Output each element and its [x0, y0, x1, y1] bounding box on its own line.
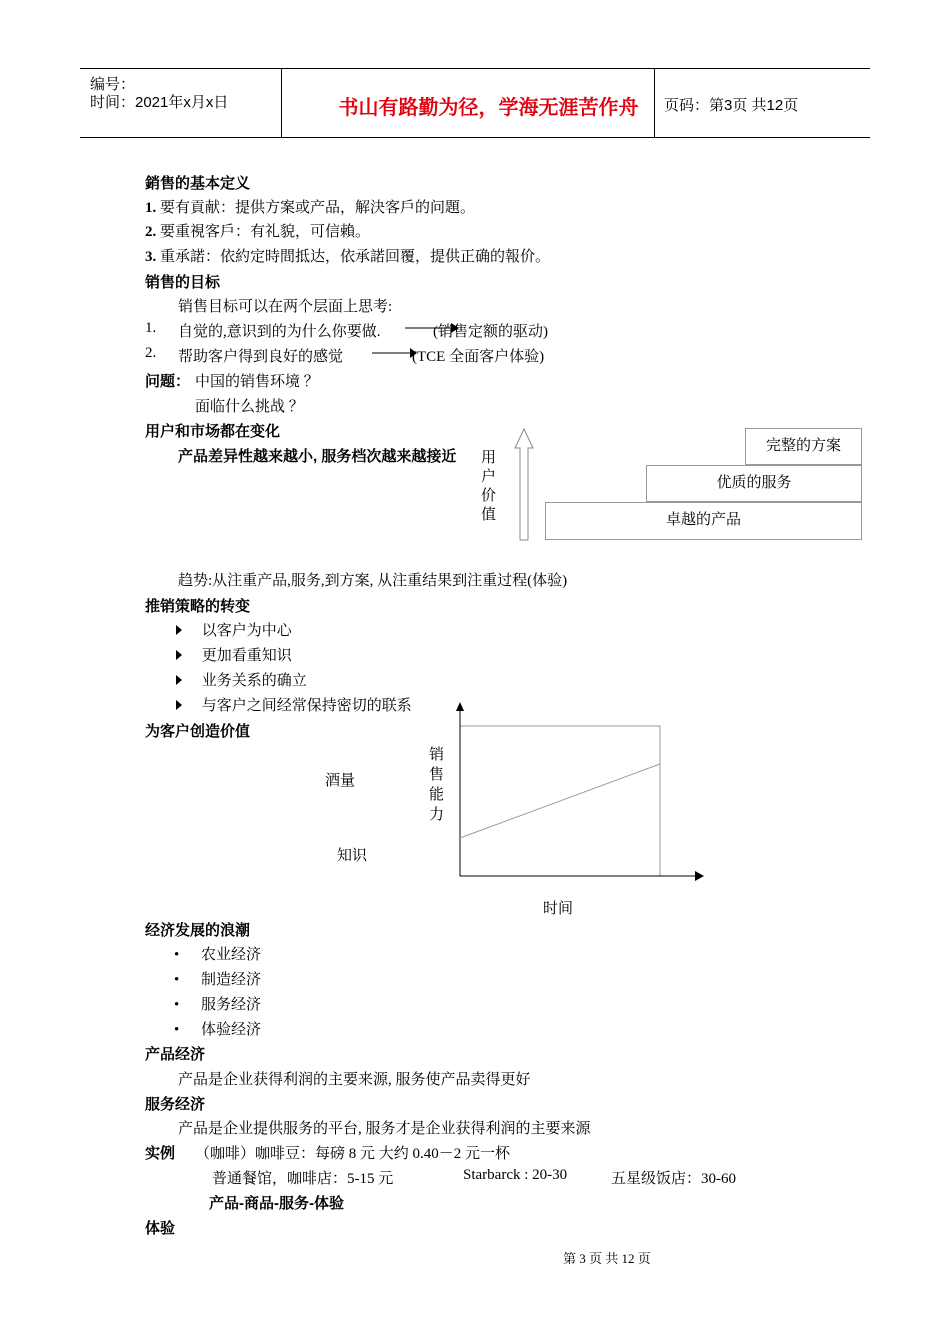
axis-char: 值 [481, 507, 497, 523]
dot-bullet-icon: • [174, 947, 180, 963]
sales-goal-intro: 销售目标可以在两个层面上思考: [178, 299, 393, 315]
section-title-experience: 体验 [145, 1220, 176, 1237]
dot-bullet-icon: • [174, 972, 180, 988]
economy-item [174, 968, 261, 989]
section-title-product-economy: 产品经济 [145, 1046, 206, 1063]
axis-char: 户 [481, 469, 497, 485]
strategy-item-text: 与客户之间经常保持密切的联系 [201, 698, 412, 714]
strategy-item-text: 业务关系的确立 [201, 673, 307, 689]
definition-item-number: 3. [145, 249, 157, 265]
economy-item-text: 农业经济 [201, 947, 262, 963]
economy-item-text: 服务经济 [201, 997, 262, 1013]
arrow-bullet-icon [176, 700, 182, 710]
label-knowledge: 知识 [337, 848, 368, 864]
strategy-item [176, 669, 307, 690]
section-title-service-economy: 服务经济 [145, 1096, 206, 1113]
example-label: 实例 [145, 1145, 176, 1162]
goal-item-1-note: (销售定额的驱动) [433, 324, 548, 340]
strategy-item [176, 694, 412, 715]
header-number-label: 编号： [90, 76, 136, 93]
definition-item-text: 重承諾：依約定時間抵达，依承諾回覆，提供正确的報价。 [160, 249, 551, 265]
section-title-create-value: 为客户创造价值 [145, 723, 251, 740]
section-title-market-change: 用户和市场都在变化 [145, 423, 281, 440]
strategy-item [176, 619, 292, 640]
header-time-label: 时间：2021年x月x日 [90, 94, 229, 111]
goal-item-1-text: 自觉的,意识到的为什么你要做. [178, 324, 381, 340]
example-line-2a: 普通餐馆，咖啡店：5-15 元 [212, 1171, 394, 1187]
goal-item-2-text: 帮助客户得到良好的感觉 [178, 349, 344, 365]
definition-item-number: 2. [145, 224, 157, 240]
time-axis-label: 时间 [543, 901, 574, 917]
trend-text: 趋势:从注重产品,服务,到方案, 从注重结果到注重过程(体验) [178, 573, 568, 589]
service-economy-text: 产品是企业提供服务的平台, 服务才是企业获得利润的主要来源 [178, 1121, 591, 1137]
question-line-2: 面临什么挑战 ？ [195, 399, 304, 415]
question-label: 问题： [145, 373, 191, 390]
step-complete-solution: 完整的方案 [745, 428, 862, 465]
axis-char: 售 [429, 767, 445, 783]
economy-item-text: 制造经济 [201, 972, 262, 988]
header-motto: 书山有路勤为径，学海无涯苦作舟 [338, 97, 639, 119]
question-line-1: 中国的销售环境 ？ [195, 374, 319, 390]
section-title-sales-goal: 销售的目标 [145, 274, 221, 291]
sales-ability-axis-label [429, 745, 445, 825]
definition-item-3 [145, 245, 550, 266]
goal-item-2-note: (TCE 全面客户体验) [412, 349, 545, 365]
example-line-2b: Starbarck : 20-30 [463, 1167, 568, 1183]
example-line-3: 产品-商品-服务-体验 [209, 1195, 344, 1212]
user-value-axis-label [481, 449, 497, 525]
step-quality-service: 优质的服务 [646, 465, 862, 502]
economy-item-text: 体验经济 [201, 1022, 262, 1038]
definition-item-number: 1. [145, 200, 157, 216]
header-page-label: 页码：第3页 共12页 [664, 97, 799, 114]
dot-bullet-icon: • [174, 997, 180, 1013]
axis-char: 销 [429, 747, 445, 763]
axis-char: 用 [481, 450, 497, 466]
section-title-economic-waves: 经济发展的浪潮 [145, 922, 251, 939]
header-divider-1 [281, 69, 282, 137]
definition-item-2 [145, 220, 370, 241]
y-axis-arrowhead [456, 702, 464, 711]
definition-item-text: 要重視客戶：有礼貌，可信賴。 [160, 224, 371, 240]
market-change-subtitle: 产品差异性越来越小, 服务档次越来越接近 [178, 448, 457, 465]
label-drinking-capacity: 酒量 [325, 773, 356, 789]
economy-item [174, 1018, 261, 1039]
page-footer: 第 3 页 共 12 页 [563, 1251, 651, 1266]
section-title-sales-definition: 銷售的基本定义 [145, 175, 251, 192]
economy-item [174, 993, 261, 1014]
strategy-item-text: 更加看重知识 [201, 648, 292, 664]
section-title-strategy-shift: 推销策略的转变 [145, 598, 251, 615]
arrow-bullet-icon [176, 625, 182, 635]
product-economy-text: 产品是企业获得利润的主要来源, 服务使产品卖得更好 [178, 1072, 531, 1088]
example-line-1: （咖啡）咖啡豆：每磅 8 元 大约 0.40－2 元一杯 [195, 1146, 511, 1162]
strategy-item [176, 644, 292, 665]
sales-ability-chart [450, 700, 710, 885]
trend-line [460, 764, 660, 838]
axis-char: 力 [429, 807, 445, 823]
goal-item-1-number: 1. [145, 320, 157, 336]
strategy-item-text: 以客户为中心 [201, 623, 292, 639]
axis-char: 价 [481, 488, 497, 504]
user-value-up-arrow [513, 428, 535, 542]
definition-item-1 [145, 196, 475, 217]
page-header [80, 68, 870, 138]
definition-item-text: 要有貢献：提供方案或产品，解決客戶的问題。 [160, 200, 476, 216]
arrow-bullet-icon [176, 650, 182, 660]
axis-char: 能 [429, 787, 445, 803]
goal-item-2-number: 2. [145, 345, 157, 361]
step-excellent-product: 卓越的产品 [545, 502, 862, 540]
example-line-2c: 五星级饭店：30-60 [611, 1171, 736, 1187]
dot-bullet-icon: • [174, 1022, 180, 1038]
x-axis-arrowhead [695, 871, 704, 881]
arrow-bullet-icon [176, 675, 182, 685]
economy-item [174, 943, 261, 964]
